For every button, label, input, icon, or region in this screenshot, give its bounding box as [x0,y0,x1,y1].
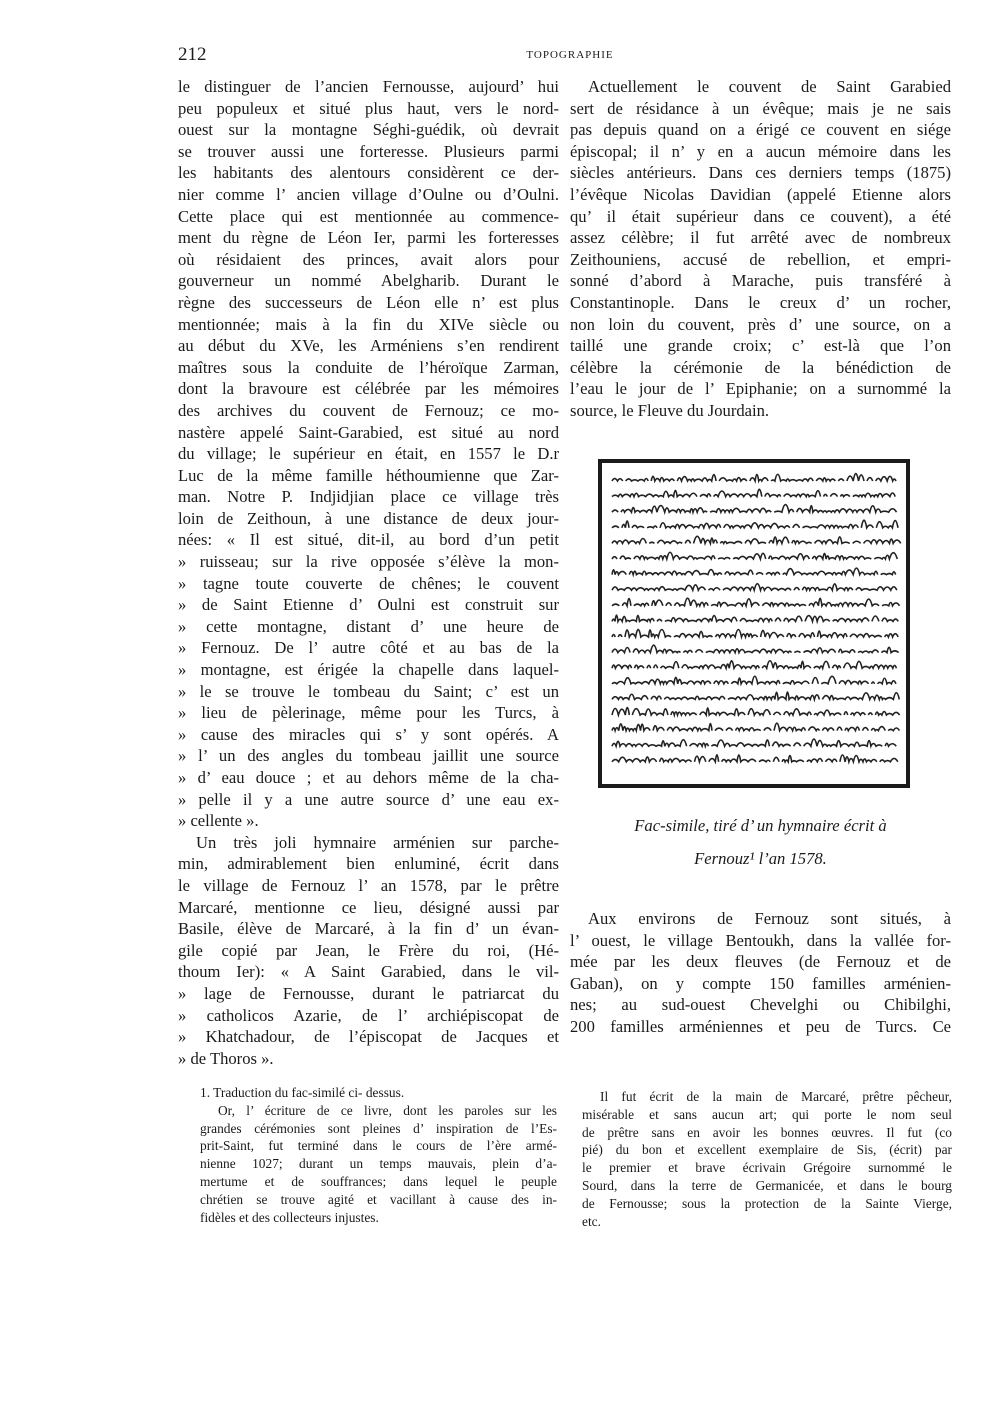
manuscript-script-line [612,489,895,496]
footnote-right-line: Sourd, dans la terre de Germanicée, et dans le bourg [582,1177,952,1193]
manuscript-script-line [612,598,900,606]
right-column-line: source, le Fleuve du Jourdain. [570,400,770,420]
left-column-line: nées: « Il est situé, dit-il, au bord d’un petit [178,530,559,550]
right-text-column [570,76,951,422]
left-column-line: » montagne, est érigée la chapelle dans laquel- [178,660,559,680]
left-column-line: » cette montagne, distant d’ une heure de [178,616,559,636]
left-column-line: Cette place qui est mentionnée au commence- [178,206,559,226]
manuscript-script-line [612,536,901,543]
left-column-line: » Khatchadour, de l’épiscopat de Jacques et [178,1027,559,1047]
manuscript-script-line [612,661,896,668]
manuscript-script-line [612,739,896,746]
left-column-line: gouverneur un nommé Abelgharib. Durant le [178,271,559,291]
left-column-line: se trouver aussi une forteresse. Plusieurs parmi [178,141,559,161]
footnote-right-line: Il fut écrit de la main de Marcaré, prêtre pêcheur, [600,1089,952,1104]
manuscript-script-line [612,723,899,730]
right-column-continued-line: nes; au sud-ouest Chevelghi ou Chibilghi, [570,995,951,1015]
left-column-line: » cause des miracles qui s’ y sont opérés. A [178,724,559,744]
right-column-line: sert de résidance à un évêque; mais je ne sais [570,98,951,118]
manuscript-script-line [612,520,898,528]
right-column-continued-line: Gaban), on y compte 150 familles arménien- [570,973,951,993]
page-number: 212 [178,44,207,65]
footnote-left-line: fidèles et des collecteurs injustes. [200,1209,379,1225]
manuscript-script-line [612,692,899,699]
footnote-right-line: misérable et sans aucun art; qui porte le nom seul [582,1106,952,1122]
right-column-continued-line: mée par les deux fleuves (de Fernouz et de [570,952,951,972]
left-text-column [178,76,559,1069]
right-column-line: Zeithouniens, accusé de rebellion, et empri- [570,249,951,269]
left-column-line: » tagne toute couverte de chênes; le couvent [178,573,559,593]
right-text-column-continued [570,908,951,1038]
left-column-line: » cellente ». [178,811,259,831]
right-column-line: Constantinople. Dans le creux d’ un rocher, [570,292,951,312]
right-column-line: Actuellement le couvent de Saint Garabied [588,77,951,96]
left-column-line: du village; le supérieur en était, en 1557 le D.r [178,444,559,464]
footnote-left-line: prit-Saint, fut terminé dans le cours de l’ère armé- [200,1138,557,1154]
manuscript-script-line [612,615,898,621]
left-column-line: gile copié par Jean, le Frère du roi, (Hé- [178,940,559,960]
left-column-line: dont la bravoure est célébrée par les mémoires [178,379,559,399]
left-column-line: » Fernouz. De l’ autre côté et au bas de la [178,638,559,658]
manuscript-script-line [612,708,900,715]
footnote-left-line: mertume et de souffrances; dans lequel le peuple [200,1173,557,1189]
left-column-line: » catholicos Azarie, de l’ archiépiscopat de [178,1005,559,1025]
right-column-line: épiscopal; il n’ y en a aucun mémoire dans les [570,141,951,161]
right-column-line: l’eau le jour de l’ Epiphanie; on a surnommé la [570,379,951,399]
right-column-line: non loin du couvent, près d’ une source, on a [570,314,951,334]
left-column-line: thoum Ier): « A Saint Garabied, dans le vil- [178,962,559,982]
right-column-continued-line: Aux environs de Fernouz sont situés, à [588,909,951,928]
left-column-line: Un très joli hymnaire arménien sur parche- [196,832,559,852]
manuscript-script-line [612,645,899,652]
footnote-left-line: chrétien se trouve agité et vacillant à cause des in- [200,1191,557,1207]
footnote-left-line: nienne 1027; durant un temps mauvais, plein d’a- [200,1156,557,1172]
manuscript-script-line [612,505,897,513]
left-column-line: où résidaient des princes, avait alors pour [178,249,559,269]
facsimile-manuscript-image [598,459,910,788]
left-column-line: le distinguer de l’ancien Fernousse, aujourd’ hui [178,77,559,96]
right-column-line: célèbre la cérémonie de la bénédiction de [570,357,951,377]
left-column-line: nier comme l’ ancien village d’Oulne ou d’Oulni. [178,184,559,204]
right-column-continued-line: l’ ouest, le village Bentoukh, dans la vallée for- [570,930,951,950]
right-column-continued-line: 200 familles arméniennes et peu de Turcs. Ce [570,1016,951,1036]
manuscript-script-line [612,474,896,482]
right-column-line: l’évêque Nicolas Davidian (appelé Etienne alors [570,184,951,204]
left-column-line: les habitants des alentours considèrent ce der- [178,163,559,183]
right-column-line: siècles antérieurs. Dans ces derniers temps (1875) [570,163,951,183]
left-column-line: maîtres sous la conduite de l’héroïque Zarman, [178,357,559,377]
footnote-right-line: de prêtre sans en avoir les bonnes œuvres. Il fut (co [582,1124,952,1140]
footnote-left-line: grandes cérémonies sont pleines d’ inspiration de l’Es- [200,1120,557,1136]
left-column-line: peu populeux et situé plus haut, vers le nord- [178,98,559,118]
left-column-line: le village de Fernouz l’ an 1578, par le prêtre [178,875,559,895]
left-column-line: loin de Zeithoun, à une distance de deux jour- [178,508,559,528]
manuscript-script-line [612,676,896,684]
right-column-line: sonné d’abord à Marache, puis transféré à [570,271,951,291]
left-column-line: ment du règne de Léon Ier, parmi les forteresses [178,228,559,248]
left-column-line: règne des successeurs de Léon elle n’ est plus [178,292,559,312]
left-column-line: » pelle il y a une autre source d’ une eau ex- [178,789,559,809]
left-column-line: » lieu de pèlerinage, même pour les Turcs, à [178,703,559,723]
manuscript-script-line [612,584,897,591]
facsimile-caption-line-1: Fac-simile, tiré d’ un hymnaire écrit à [634,816,887,835]
left-column-line: » lage de Fernousse, durant le patriarcat du [178,983,559,1003]
right-column-line: assez célèbre; il fut arrêté avec de nombreux [570,228,951,248]
left-column-line: » le se trouve le tombeau du Saint; c’ est un [178,681,559,701]
left-column-line: » d’ eau douce ; et au dehors même de la cha- [178,768,559,787]
manuscript-script-line [612,552,897,559]
left-column-line: au début du XVe, les Arméniens s’en rendirent [178,336,559,356]
footnote-right-line: le premier et brave écrivain Grégoire surnommé le [582,1160,952,1176]
left-column-line: min, admirablement bien enluminé, écrit dans [178,854,559,874]
left-column-line: nastère appelé Saint-Garabied, est situé au nord [178,422,559,442]
left-column-line: » de Saint Etienne d’ Oulni est construit sur [178,595,559,615]
left-column-line: » de Thoros ». [178,1048,274,1068]
footnote-left-line: Or, l’ écriture de ce livre, dont les paroles sur les [218,1102,557,1118]
footnote-right-line: de Fernousse; sous la protection de la Sainte Vierge, [582,1195,952,1211]
footnote-left-line: 1. Traduction du fac-similé ci- dessus. [200,1085,405,1100]
left-column-line: Basile, élève de Marcaré, à la fin d’ un évan- [178,919,559,939]
right-column-line: taillé une grande croix; c’ est-là que l’on [570,336,951,356]
footnote-right-line: pié) du bon et excellent exemplaire de Sis, (écrit) par [582,1142,952,1158]
left-column-line: mentionnée; mais à la fin du XIVe siècle ou [178,314,559,334]
footnotes-left [200,1084,557,1226]
left-column-line: ouest sur la montagne Séghi-guédik, où devrait [178,120,559,140]
right-column-line: qu’ il était supérieur dans ce couvent), a été [570,206,951,226]
left-column-line: des archives du couvent de Fernouz; ce mo- [178,400,559,420]
manuscript-script-line [612,629,898,637]
running-head: TOPOGRAPHIE [526,49,614,61]
facsimile-caption-line-2: Fernouz¹ l’an 1578. [694,849,827,868]
footnotes-right [582,1088,952,1230]
manuscript-script-line [612,755,898,762]
left-column-line: » ruisseau; sur la rive opposée s’élève la mon- [178,552,559,572]
manuscript-script-line [612,568,896,575]
left-column-line: Luc de la même famille héthoumienne que Zar- [178,465,559,485]
footnote-right-line: etc. [582,1213,601,1229]
left-column-line: man. Notre P. Indjidjian place ce village très [178,487,559,507]
left-column-line: Marcaré, mentionne ce lieu, désigné aussi par [178,897,559,917]
right-column-line: pas depuis quand on a érigé ce couvent en siége [570,120,951,140]
left-column-line: » l’ un des angles du tombeau jaillit une source [178,746,559,766]
